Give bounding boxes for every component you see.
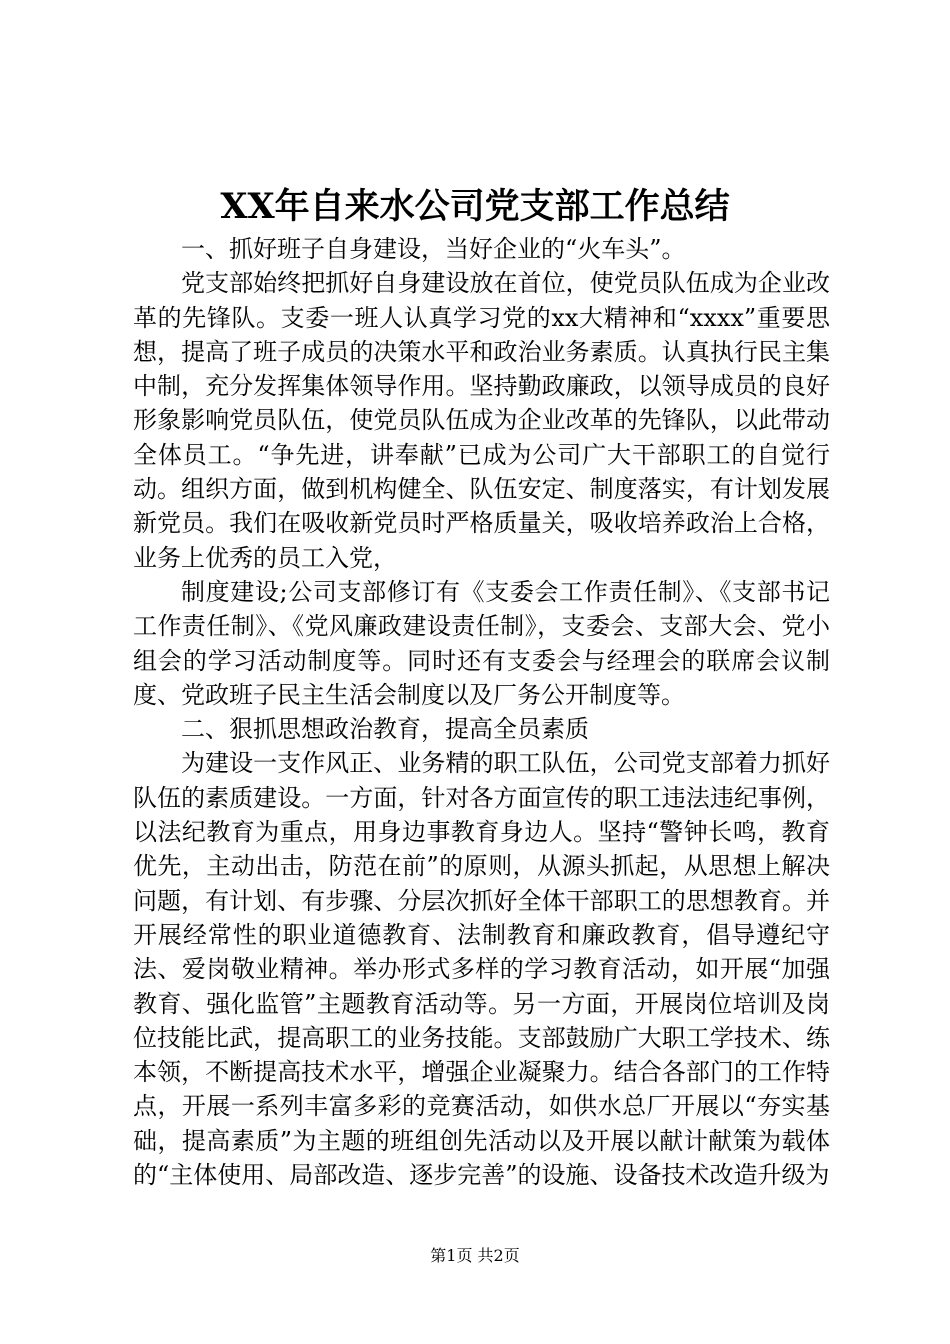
body-paragraph: 党支部始终把抓好自身建设放在首位，使党员队伍成为企业改革的先锋队。支委一班人认真学习党的xx大精神和“xxxx”重要思想，提高了班子成员的决策水平和政治业务素质。认真执行民主集中制，充分发挥集体领导作用。坚持勤政廉政，以领导成员的良好形象影响党员队伍，使党员队伍成为企业改革的先锋队，以此带动全体员工。“争先进，讲奉献”已成为公司广大干部职工的自觉行动。组织方面，做到机构健全、队伍安定、制度落实，有计划发展新党员。我们在吸收新党员时严格质量关，吸收培养政治上合格，业务上优秀的员工入党， [133,269,830,572]
document-body [133,232,830,1192]
body-paragraph: 为建设一支作风正、业务精的职工队伍，公司党支部着力抓好队伍的素质建设。一方面，针对各方面宣传的职工违法违纪事例，以法纪教育为重点，用身边事教育身边人。坚持“警钟长鸣，教育优先，主动出击，防范在前”的原则，从源头抓起，从思想上解决问题，有计划、有步骤、分层次抓好全体干部职工的思想教育。并开展经常性的职业道德教育、法制教育和廉政教育，倡导遵纪守法、爱岗敬业精神。举办形式多样的学习教育活动，如开展“加强教育、强化监管”主题教育活动等。另一方面，开展岗位培训及岗位技能比武，提高职工的业务技能。支部鼓励广大职工学技术、练本领，不断提高技术水平，增强企业凝聚力。结合各部门的工作特点，开展一系列丰富多彩的竞赛活动，如供水总厂开展以“夯实基础，提高素质”为主题的班组创先活动以及开展以献计献策为载体的“主体使用、局部改造、逐步完善”的设施、设备技术改造升级为 [133,749,830,1190]
section-heading-1: 一、抓好班子自身建设，当好企业的“火车头”。 [181,235,686,263]
document-title: XX年自来水公司党支部工作总结 [220,186,730,227]
body-paragraph: 制度建设;公司支部修订有《支委会工作责任制》、《支部书记工作责任制》、《党风廉政建设责任制》，支委会、支部大会、党小组会的学习活动制度等。同时还有支委会与经理会的联席会议制度、党政班子民主生活会制度以及厂务公开制度等。 [133,577,830,709]
page-footer: 第1页 共2页 [430,1246,520,1265]
section-heading-2: 二、狠抓思想政治教育，提高全员素质 [181,715,589,744]
